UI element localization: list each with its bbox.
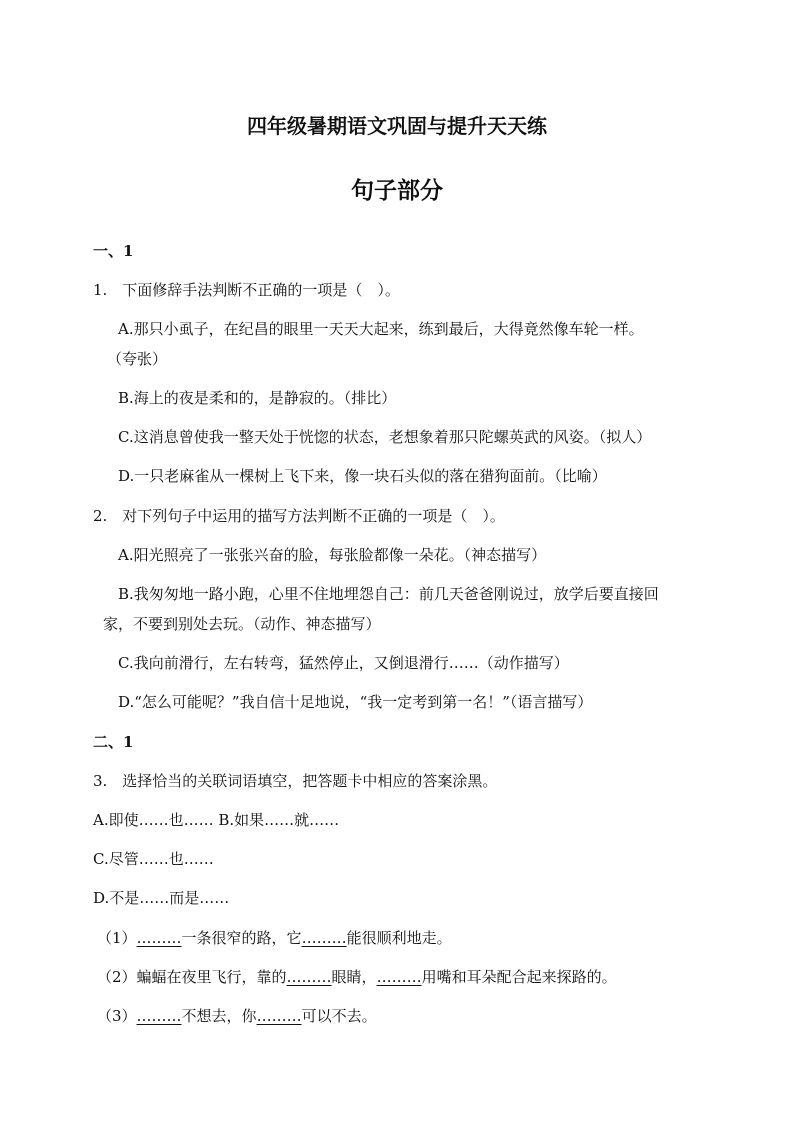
sentence-2-text: （2）蝙蝠在夜里飞行，靠的 [97,968,287,986]
blank-1-2[interactable]: ……… [301,929,347,947]
question-2-option-d: D.“怎么可能呢？”我自信十足地说，“我一定考到第一名！”（语言描写） [118,693,593,711]
question-1-option-b: B.海上的夜是柔和的，是静寂的。（排比） [118,389,397,407]
question-2-option-b: B.我匆匆地一路小跑，心里不住地埋怨自己：前几天爸爸刚说过，放学后要直接回 [118,585,659,603]
blank-3-1[interactable]: ……… [136,1007,182,1025]
blank-3-2[interactable]: ……… [256,1007,302,1025]
question-2-option-b-cont: 家，不要到别处去玩。（动作、神态描写） [103,615,381,633]
sentence-2-end: 用嘴和耳朵配合起来探路的。 [421,968,617,986]
question-1-option-a: A.那只小虱子，在纪昌的眼里一天天大起来，练到最后，大得竟然像车轮一样。 [118,320,644,338]
question-1-option-d: D.一只老麻雀从一棵树上飞下来，像一块石头似的落在猎狗面前。（比喻） [118,467,607,485]
blank-1-1[interactable]: ……… [136,929,182,947]
sentence-2-mid: 眼睛， [331,968,377,986]
sentence-3-number: （3） [97,1007,137,1025]
question-3-sentence-1 [97,927,452,949]
question-1-option-a-tag: （夸张） [107,350,168,368]
question-3-sentence-2 [97,966,617,988]
document-title: 四年级暑期语文巩固与提升天天练 [247,114,547,138]
blank-2-2[interactable]: ……… [376,968,422,986]
sentence-1-end: 能很顺利地走。 [346,929,452,947]
sentence-1-text: 一条很窄的路，它 [181,929,302,947]
sentence-3-end: 可以不去。 [301,1007,377,1025]
sentence-3-text: 不想去，你 [181,1007,257,1025]
section-heading-one: 一、1 [93,242,134,260]
question-3-option-d: D.不是……而是…… [93,889,230,907]
question-2-stem: 2. 对下列句子中运用的描写方法判断不正确的一项是（ ）。 [93,507,505,525]
question-1-stem: 1. 下面修辞手法判断不正确的一项是（ ）。 [93,281,400,299]
document-subtitle: 句子部分 [351,177,443,204]
question-1-option-c: C.这消息曾使我一整天处于恍惚的状态，老想象着那只陀螺英武的风姿。（拟人） [118,428,652,446]
sentence-1-number: （1） [97,929,137,947]
question-2-option-c: C.我向前滑行，左右转弯，猛然停止，又倒退滑行……（动作描写） [118,654,569,672]
question-3-option-c: C.尽管……也…… [93,850,214,868]
section-heading-two: 二、1 [93,733,134,751]
question-3-options-ab: A.即使……也…… B.如果……就…… [93,811,340,829]
question-2-option-a: A.阳光照亮了一张张兴奋的脸，每张脸都像一朵花。（神态描写） [118,546,547,564]
blank-2-1[interactable]: ……… [286,968,332,986]
question-3-sentence-3 [97,1005,377,1027]
question-3-stem: 3. 选择恰当的关联词语填空，把答题卡中相应的答案涂黑。 [93,772,498,790]
